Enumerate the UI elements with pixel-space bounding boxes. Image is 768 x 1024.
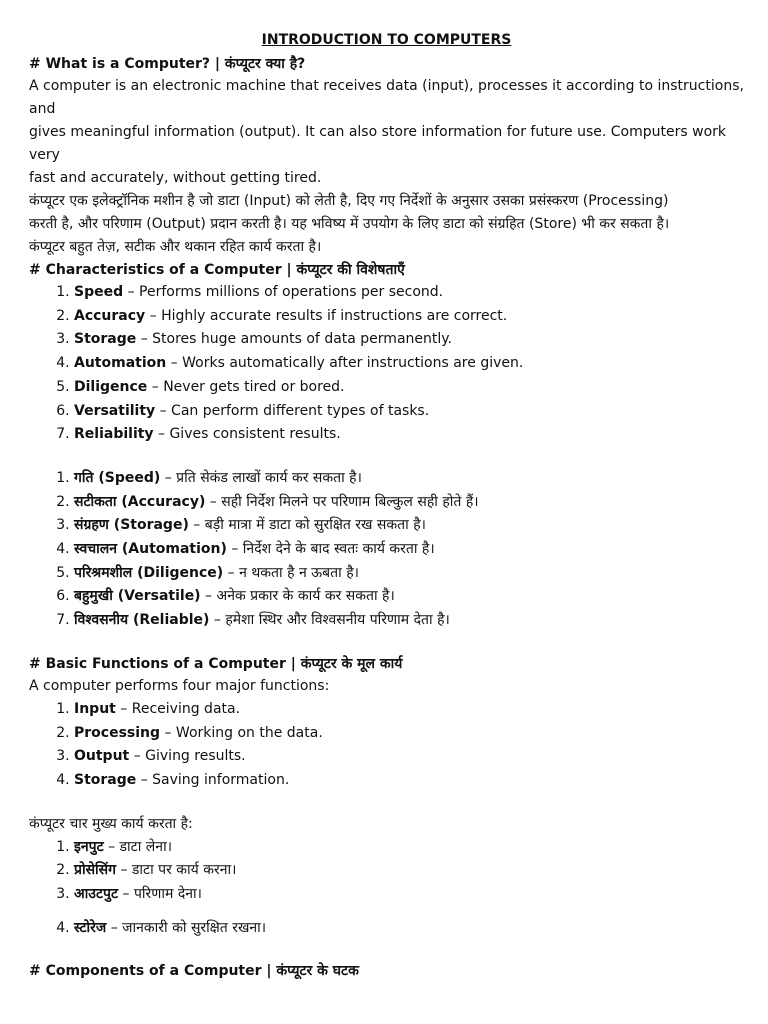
list-item [74,328,744,352]
list-item-desc: – Can perform different types of tasks. [155,402,430,419]
list-item-term: Processing [74,724,161,741]
list-item-desc: – Saving information. [136,771,290,788]
list-item [74,883,744,907]
list-item [74,281,744,305]
list-item-desc: – डाटा पर कार्य करना। [116,862,237,879]
list-item-term: इनपुट [74,838,104,855]
spacer [29,633,744,653]
list-item [74,423,744,447]
list-item [74,836,744,860]
spacer [29,907,744,917]
list-item-term: आउटपुट [74,886,119,903]
list-item-term: Storage [74,331,137,348]
list-item [74,305,744,329]
list-item-term: Automation [74,355,167,372]
list-item [74,917,744,941]
list-item-desc: – जानकारी को सुरक्षित रखना। [106,919,267,936]
paragraph-en-line: A computer is an electronic machine that receives data (input), processes it according to instructions, and [29,78,744,117]
list-item-desc: – निर्देश देने के बाद स्वतः कार्य करता है। [226,541,435,558]
list-item-term: स्वचालन (Automation) [74,541,227,558]
list-item [74,400,744,424]
list-item-desc: – प्रति सेकंड लाखों कार्य कर सकता है। [160,469,362,486]
spacer [29,793,744,813]
list-item-desc: – Stores huge amounts of data permanently. [136,331,453,348]
functions-list-hi-continued [29,917,744,941]
list-item [74,769,744,793]
list-item-desc: – परिणाम देना। [118,886,202,903]
list-item-desc: – Gives consistent results. [153,426,341,443]
list-item-desc: – न थकता है न ऊबता है। [223,564,359,581]
list-item [74,491,744,515]
list-item [74,859,744,883]
list-item-desc: – Performs millions of operations per second. [123,284,444,300]
functions-list-en [29,698,744,793]
spacer [29,940,744,960]
list-item-term: Reliability [74,426,154,443]
list-item-term: Speed [74,284,124,300]
list-item-term: Input [74,700,116,717]
section-heading-basic-functions: # Basic Functions of a Computer | कंप्यूटर के मूल कार्य [29,655,403,672]
list-item-desc: – Works automatically after instructions are given. [166,355,524,372]
list-item-desc: – Highly accurate results if instructions are correct. [145,307,508,324]
list-item-desc: – सही निर्देश मिलने पर परिणाम बिल्कुल सही होते हैं। [205,493,479,510]
section-heading-what-is-computer: # What is a Computer? | कंप्यूटर क्या है? [29,56,306,72]
list-item-term: Versatility [74,402,156,419]
list-item-desc: – बड़ी मात्रा में डाटा को सुरक्षित रख सकता है। [188,517,426,534]
characteristics-list-en [29,281,744,447]
list-item-term: स्टोरेज [74,919,107,936]
list-item [74,562,744,586]
list-item-desc: – Working on the data. [160,724,323,741]
functions-intro-en: A computer performs four major functions: [29,677,330,694]
functions-intro-hi: कंप्यूटर चार मुख्य कार्य करता है: [29,815,193,832]
characteristics-list-hi [29,467,744,633]
section-heading-characteristics: # Characteristics of a Computer | कंप्यूटर की विशेषताएँ [29,262,405,278]
list-item [74,722,744,746]
functions-list-hi [29,836,744,907]
list-item-desc: – डाटा लेना। [103,838,172,855]
paragraph-hi-line: कंप्यूटर एक इलेक्ट्रॉनिक मशीन है जो डाटा (Input) को लेती है, दिए गए निर्देशों के अनुसार उसका प्रसंस्करण (Processing) [29,193,669,209]
list-item-term: गति (Speed) [74,469,161,486]
section-heading-components: # Components of a Computer | कंप्यूटर के घटक [29,963,359,980]
list-item-term: Output [74,748,130,765]
list-item [74,352,744,376]
list-item-term: सटीकता (Accuracy) [74,493,206,510]
list-item [74,514,744,538]
spacer [29,447,744,467]
list-item-desc: – अनेक प्रकार के कार्य कर सकता है। [200,588,395,605]
list-item [74,585,744,609]
list-item-term: परिश्रमशील (Diligence) [74,564,224,581]
list-item [74,376,744,400]
list-item [74,698,744,722]
list-item-term: Storage [74,771,137,788]
list-item-term: Accuracy [74,307,146,324]
paragraph-hi-line: कंप्यूटर बहुत तेज़, सटीक और थकान रहित कार्य करता है। [29,239,322,255]
list-item-term: प्रोसेसिंग [74,862,117,879]
list-item [74,609,744,633]
list-item [74,538,744,562]
list-item-desc: – Receiving data. [115,700,241,717]
list-item-desc: – हमेशा स्थिर और विश्वसनीय परिणाम देता है। [209,612,450,629]
list-item-term: Diligence [74,378,148,395]
list-item [74,745,744,769]
paragraph-en-line: fast and accurately, without getting tired. [29,170,322,186]
list-item-term: बहुमुखी (Versatile) [74,588,201,605]
list-item-desc: – Never gets tired or bored. [147,378,345,395]
document-title: INTRODUCTION TO COMPUTERS [261,32,512,48]
list-item-term: विश्वसनीय (Reliable) [74,612,210,629]
paragraph-hi-line: करती है, और परिणाम (Output) प्रदान करती है। यह भविष्य में उपयोग के लिए डाटा को संग्रहित (Store) भी कर सकता है। [29,216,670,232]
list-item-desc: – Giving results. [129,748,246,765]
list-item [74,467,744,491]
paragraph-en-line: gives meaningful information (output). It can also store information for future use. Computers work very [29,124,726,163]
list-item-term: संग्रहण (Storage) [74,517,189,534]
